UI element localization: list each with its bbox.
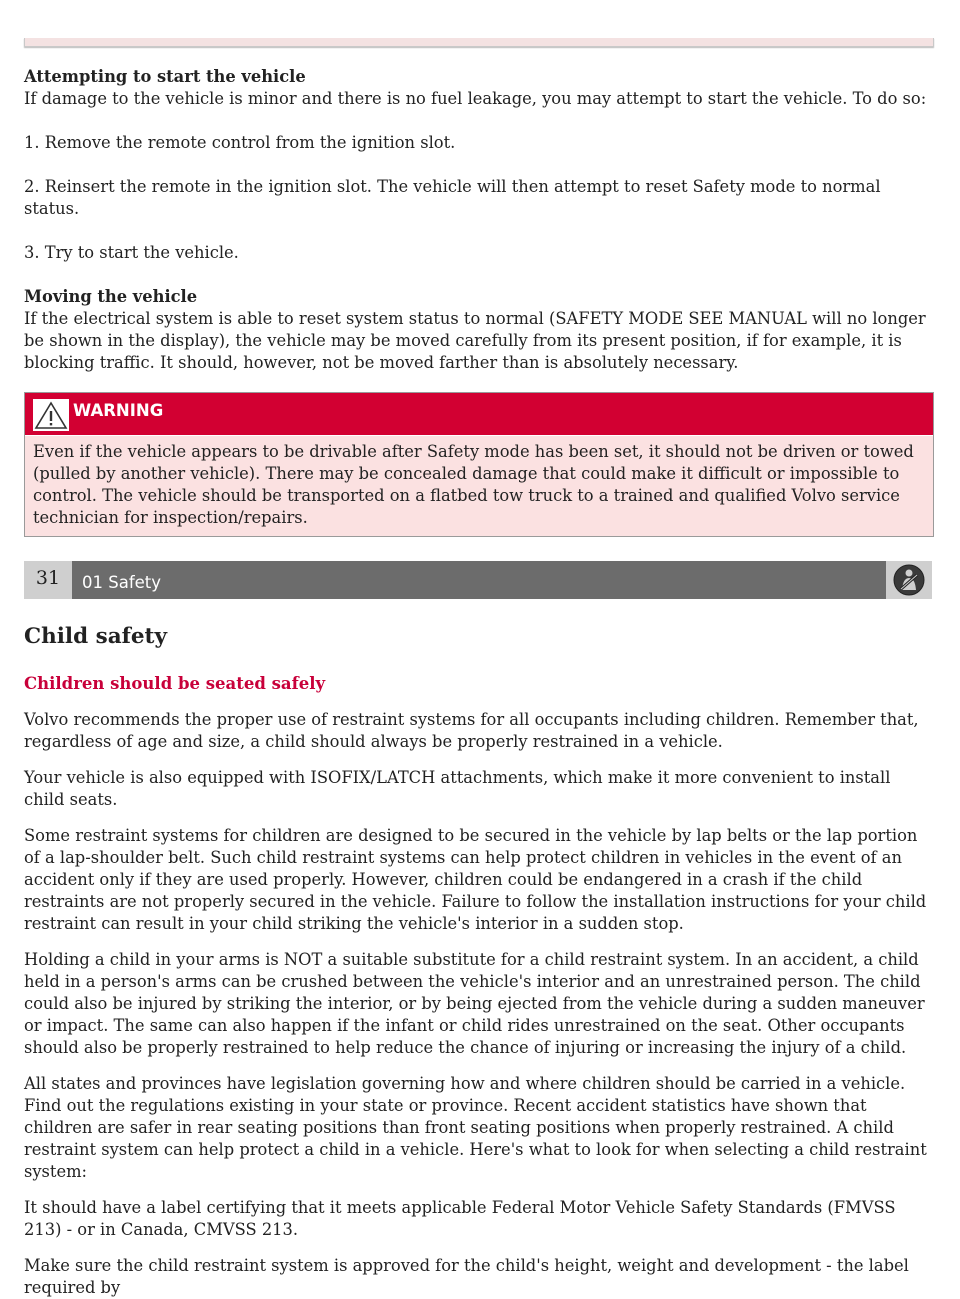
section-header-bar [24,561,932,599]
start-heading: Attempting to start the vehicle [24,67,306,86]
warning-triangle-icon [33,399,69,431]
warning-text: Even if the vehicle appears to be drivable after Safety mode has been set, it should not be driven or towed (pulled by another vehicle). There may be concealed damage that could make it difficult or impossible to control. The vehicle should be transported on a flatbed tow truck to a trained and qualified Volvo service technician for inspection/repairs. [33,442,914,527]
page-number: 31 [24,561,72,599]
start-intro: If damage to the vehicle is minor and there is no fuel leakage, you may attempt to start the vehicle. To do so: [24,89,927,108]
warning-box [24,392,934,537]
child-safety-heading: Child safety [24,624,167,649]
paragraph: Your vehicle is also equipped with ISOFIX/LATCH attachments, which make it more convenient to install child seats. [24,768,891,809]
step-2: 2. Reinsert the remote in the ignition slot. The vehicle will then attempt to reset Safety mode to normal status. [24,177,881,218]
warning-header [25,393,933,436]
moving-text: If the electrical system is able to reset system status to normal (SAFETY MODE SEE MANUAL will no longer be shown in the display), the vehicle may be moved carefully from its present position, if for example, it is blocking traffic. It should, however, not be moved farther than is absolutely necessary. [24,309,926,372]
page-content [24,66,936,1299]
paragraph: Make sure the child restraint system is approved for the child's height, weight and development - the label required by [24,1256,909,1297]
section-title: 01 Safety [82,572,162,592]
child-safety-subheading: Children should be seated safely [24,674,326,693]
moving-heading: Moving the vehicle [24,287,198,306]
paragraph: Some restraint systems for children are designed to be secured in the vehicle by lap belts or the lap portion of a lap-shoulder belt. Such child restraint systems can help protect children in vehicles in the event of an accident only if they are used properly. However, children could be endangered in a crash if the child restraints are not properly secured in the vehicle. Failure to follow the installation instructions for your child restraint can result in your child striking the vehicle's interior in a sudden stop. [24,826,927,933]
seatbelt-icon [890,563,928,597]
step-3: 3. Try to start the vehicle. [24,243,239,262]
paragraph: It should have a label certifying that it meets applicable Federal Motor Vehicle Safety Standards (FMVSS 213) - or in Canada, CMVSS 213. [24,1198,896,1239]
paragraph: Holding a child in your arms is NOT a suitable substitute for a child restraint system. In an accident, a child held in a person's arms can be crushed between the vehicle's interior and an unrestrained person. The child could also be injured by striking the interior, or by being ejected from the vehicle during a sudden maneuver or impact. The same can also happen if the infant or child rides unrestrained on the seat. Other occupants should also be properly restrained to help reduce the chance of injuring or increasing the injury of a child. [24,950,925,1057]
warning-title: WARNING [73,401,164,420]
step-1: 1. Remove the remote control from the ignition slot. [24,133,456,152]
top-divider-bar [24,38,934,47]
paragraph: All states and provinces have legislation governing how and where children should be carried in a vehicle. Find out the regulations existing in your state or province. Recent accident statistics have shown that children are safer in rear seating positions than front seating positions when properly restrained. A child restraint system can help protect a child in a vehicle. Here's what to look for when selecting a child restraint system: [24,1074,927,1181]
paragraph: Volvo recommends the proper use of restraint systems for all occupants including children. Remember that, regardless of age and size, a child should always be properly restrained in a vehicle. [24,710,919,751]
